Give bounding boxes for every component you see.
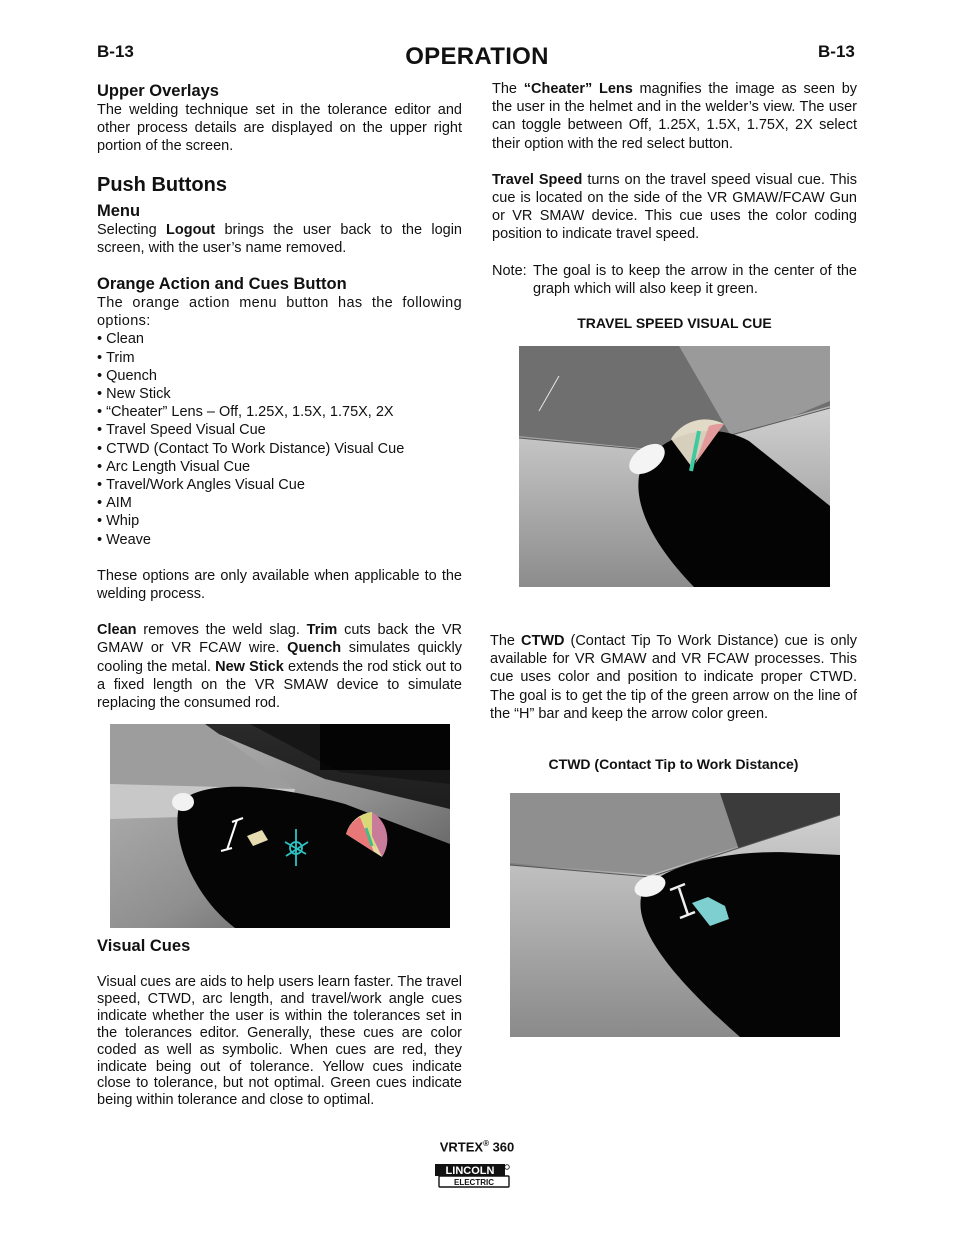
registered-mark: ® [483, 1139, 489, 1148]
travel-speed-term: Travel Speed [492, 171, 583, 188]
menu-text-pre: Selecting [97, 221, 167, 238]
quench-desc: simulates quickly cooling the metal. [97, 640, 462, 675]
orange-button-heading: Orange Action and Cues Button [97, 275, 347, 294]
list-item: • AIM [97, 494, 462, 512]
list-item: • Travel Speed Visual Cue [97, 421, 462, 439]
visual-cues-section [97, 936, 462, 1109]
trim-desc: cuts back the VR GMAW or VR FCAW wire. [97, 622, 462, 657]
list-item: • Arc Length Visual Cue [97, 458, 462, 476]
lincoln-electric-logo [434, 1163, 510, 1188]
visual-cues-text: Visual cues are aids to help users learn faster. The travel speed, CTWD, arc length, and travel/work angle cues indicate whether the user is within the tolerances set in the tolerances editor. Generally, these cues are color coded as well as symbolic. When cues are red, they indicate being out of tolerance. Yellow cues indicate close to tolerance, but not optimal. Green cues indicate being within tolerance and close to optimal. [97, 974, 462, 1109]
clean-term: Clean [97, 622, 137, 639]
visual-cues-heading: Visual Cues [97, 937, 191, 955]
list-item: • “Cheater” Lens – Off, 1.25X, 1.5X, 1.75X, 2X [97, 403, 462, 421]
model-number: 360 [488, 1139, 515, 1155]
product-name [0, 1139, 954, 1154]
right-column [492, 80, 857, 298]
list-item: • Clean [97, 330, 462, 348]
new-stick-term: New Stick [215, 658, 284, 675]
trim-term: Trim [306, 622, 338, 639]
page-number-right: B-13 [818, 42, 855, 61]
cheater-lens-text [492, 80, 857, 153]
visual-cues-photo [110, 724, 450, 928]
list-item: • CTWD (Contact To Work Distance) Visual Cue [97, 440, 462, 458]
ctwd-section [490, 632, 857, 723]
ctwd-caption: CTWD (Contact Tip to Work Distance) [548, 756, 799, 772]
availability-text: These options are only available when applicable to the welding process. [97, 567, 462, 603]
logout-term: Logout [166, 221, 216, 238]
ctwd-pre: The [490, 633, 521, 649]
clean-trim-quench-paragraph [97, 621, 462, 712]
orange-options-list [97, 330, 462, 548]
travel-speed-caption: TRAVEL SPEED VISUAL CUE [577, 315, 772, 331]
menu-heading: Menu [97, 201, 141, 220]
quench-term: Quench [287, 640, 342, 657]
ctwd-desc: (Contact Tip To Work Distance) cue is only available for VR GMAW and VR FCAW processes. This cue uses color and position to indicate proper CTWD. The goal is to get the tip of the green arrow on the line of the “H” bar and keep the arrow color green. [490, 633, 858, 722]
menu-text [97, 221, 462, 257]
note-label: Note: [492, 262, 527, 279]
ctwd-photo [510, 793, 840, 1037]
list-item: • Weave [97, 531, 462, 549]
ctwd-text [490, 632, 857, 723]
list-item: • Travel/Work Angles Visual Cue [97, 476, 462, 494]
menu-text-post: brings the user back to the login screen, with the user’s name removed. [97, 221, 462, 256]
travel-speed-photo [519, 346, 830, 587]
travel-speed-desc: turns on the travel speed visual cue. This cue is located on the side of the VR GMAW/FCAW Gun or VR SMAW device. This cue uses the color coding position to indicate travel speed. [492, 171, 858, 243]
cheater-pre: The [492, 81, 524, 97]
svg-text:LINCOLN: LINCOLN [445, 1165, 495, 1177]
cheater-lens-term: “Cheater” Lens [523, 81, 633, 97]
page-number-left: B-13 [97, 42, 134, 61]
product-label: VRTEX [439, 1139, 484, 1155]
list-item: • Whip [97, 512, 462, 530]
upper-overlays-heading: Upper Overlays [97, 82, 219, 100]
ctwd-term: CTWD [521, 633, 565, 649]
left-column [97, 81, 462, 712]
upper-overlays-text: The welding technique set in the tolerance editor and other process details are displayed on the upper right portion of the screen. [97, 102, 462, 155]
orange-intro: The orange action menu button has the following options: [97, 295, 462, 330]
clean-desc: removes the weld slag. [136, 622, 307, 639]
travel-speed-text [492, 171, 857, 244]
new-stick-desc: extends the rod stick out to a fixed length on the VR SMAW device to simulate replacing the consumed rod. [97, 658, 462, 712]
cheater-post: magnifies the image as seen by the user in the helmet and in the welder’s view. The user can toggle between Off, 1.25X, 1.5X, 1.75X, 2X select their option with the red select button. [492, 81, 858, 152]
list-item: • New Stick [97, 385, 462, 403]
push-buttons-heading: Push Buttons [97, 173, 227, 196]
note [492, 262, 857, 298]
page-title: OPERATION [405, 43, 549, 70]
list-item: • Trim [97, 349, 462, 367]
note-text: The goal is to keep the arrow in the center of the graph which will also keep it green. [533, 262, 857, 297]
svg-text:ELECTRIC: ELECTRIC [454, 1178, 494, 1187]
list-item: • Quench [97, 367, 462, 385]
